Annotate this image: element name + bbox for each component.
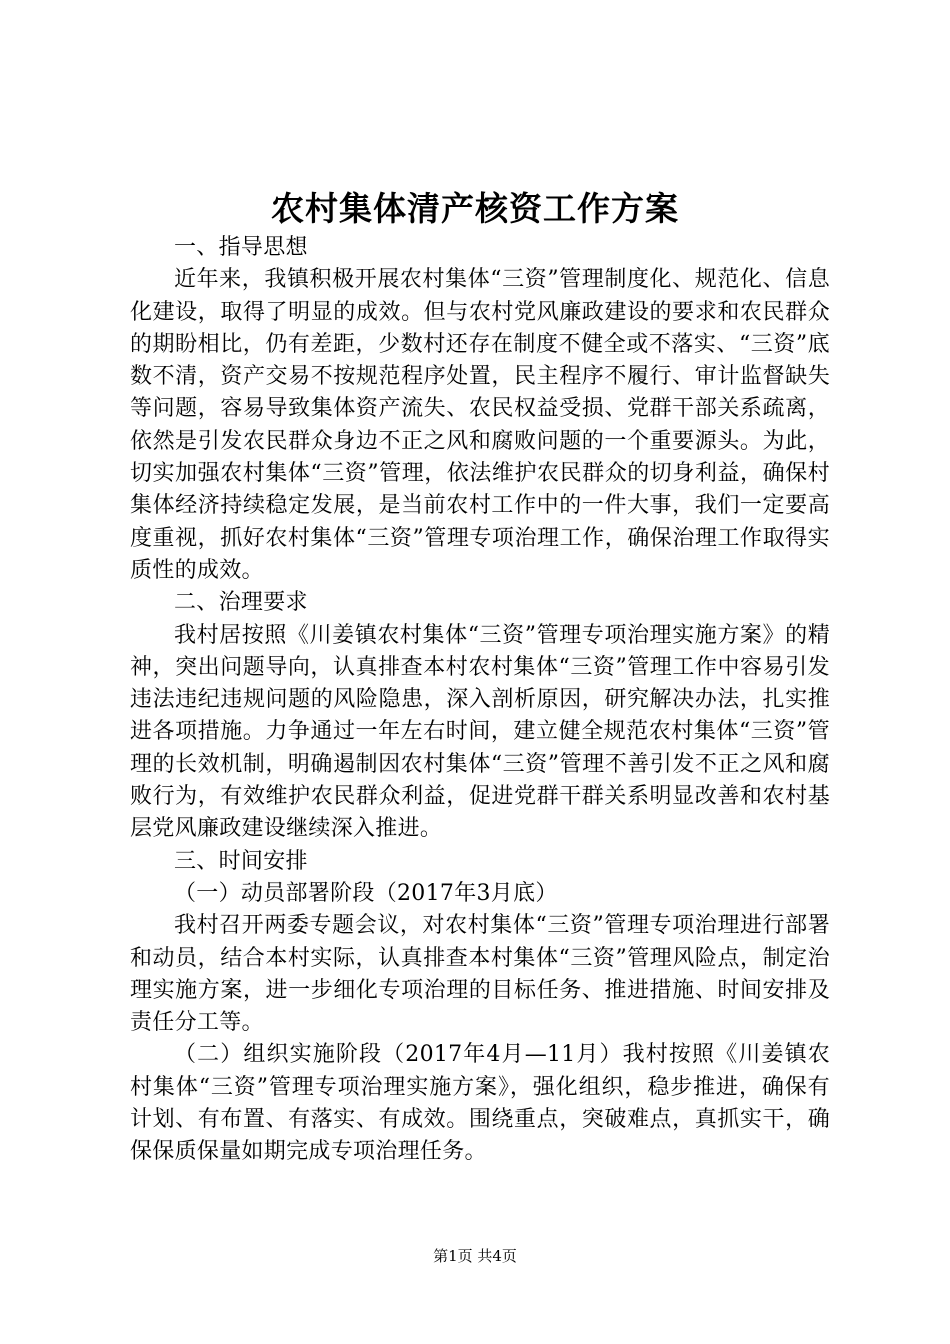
paragraph-guiding-ideology: 近年来，我镇积极开展农村集体“三资”管理制度化、规范化、信息化建设，取得了明显的成效。但与农村党风廉政建设的要求和农民群众的期盼相比，仍有差距，少数村还存在制度不健全或不落实、“三资”底数不清，资产交易不按规范程序处置，民主程序不履行、审计监督缺失等问题，容易导致集体资产流失、农民权益受损、党群干部关系疏离，依然是引发农民群众身边不正之风和腐败问题的一个重要源头。为此，切实加强农村集体“三资”管理，依法维护农民群众的切身利益，确保村集体经济持续稳定发展，是当前农村工作中的一件大事，我们一定要高度重视，抓好农村集体“三资”管理专项治理工作，确保治理工作取得实质性的成效。 [130,267,830,583]
document-body [130,232,830,1169]
paragraph-mobilization-stage: 我村召开两委专题会议，对农村集体“三资”管理专项治理进行部署和动员，结合本村实际，认真排查本村集体“三资”管理风险点，制定治理实施方案，进一步细化专项治理的目标任务、推进措施、时间安排及责任分工等。 [130,913,830,1036]
page-footer: 第1页 共4页 [433,1247,517,1265]
paragraph-governance-requirements: 我村居按照《川姜镇农村集体“三资”管理专项治理实施方案》的精神，突出问题导向，认真排查本村农村集体“三资”管理工作中容易引发违法违纪违规问题的风险隐患，深入剖析原因，研究解决办法，扎实推进各项措施。力争通过一年左右时间，建立健全规范农村集体“三资”管理的长效机制，明确遏制因农村集体“三资”管理不善引发不正之风和腐败行为，有效维护农民群众利益，促进党群干群关系明显改善和农村基层党风廉政建设继续深入推进。 [130,622,830,842]
paragraph-implementation-stage: （二）组织实施阶段（2017年4月—11月）我村按照《川姜镇农村集体“三资”管理专项治理实施方案》，强化组织，稳步推进，确保有计划、有布置、有落实、有成效。围绕重点，突破难点，真抓实干，确保保质保量如期完成专项治理任务。 [130,1042,830,1165]
subheading-mobilization-stage: （一）动员部署阶段（2017年3月底） [174,880,558,906]
document-title: 农村集体清产核资工作方案 [271,189,679,228]
section-heading-guiding-ideology: 一、指导思想 [174,235,308,260]
section-heading-governance-requirements: 二、治理要求 [174,590,308,616]
section-heading-schedule: 三、时间安排 [174,848,308,874]
